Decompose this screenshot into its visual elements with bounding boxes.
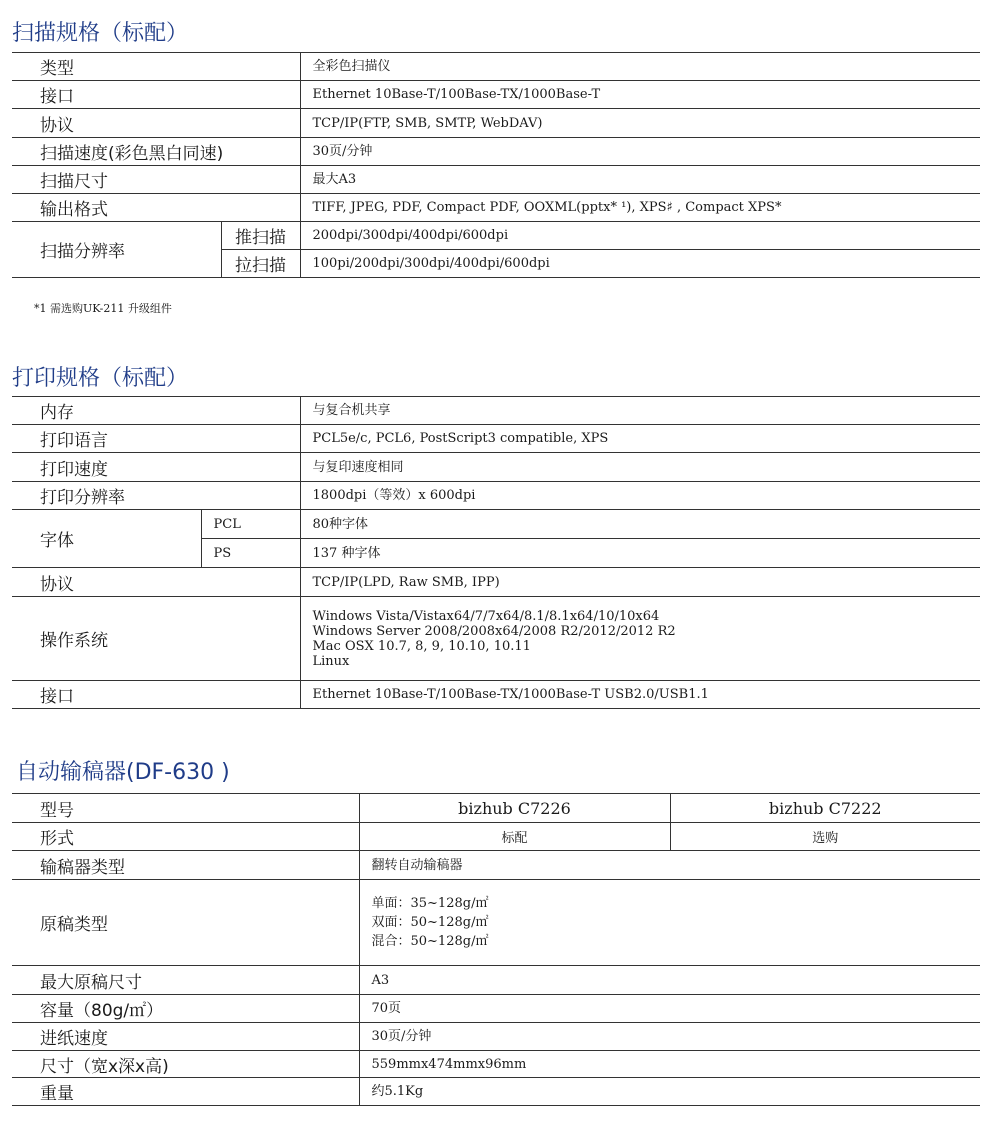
print-section-title: 打印规格（标配）	[12, 366, 189, 391]
table-row	[12, 851, 980, 880]
sub-label: PCL	[201, 510, 300, 539]
row-label: 接口	[12, 81, 300, 109]
row-label: 原稿类型	[12, 880, 359, 966]
table-row	[12, 222, 980, 250]
row-value: 最大A3	[300, 166, 980, 194]
row-value: 全彩色扫描仪	[300, 53, 980, 81]
form-c7222: 选购	[670, 823, 980, 851]
row-label: 打印分辨率	[12, 482, 300, 510]
table-row	[12, 109, 980, 138]
row-value: 1800dpi（等效）x 600dpi	[300, 482, 980, 510]
table-row	[12, 1023, 980, 1051]
row-label: 字体	[12, 510, 201, 568]
row-value	[359, 880, 980, 966]
row-value: 翻转自动输稿器	[359, 851, 980, 880]
row-label: 类型	[12, 53, 300, 81]
table-row	[12, 453, 980, 482]
row-label: 进纸速度	[12, 1023, 359, 1051]
row-label: 打印语言	[12, 425, 300, 453]
row-value: 约5.1Kg	[359, 1078, 980, 1106]
scan-section-title: 扫描规格（标配）	[12, 21, 189, 46]
scan-footnote: *1 需选购UK-211 升级组件	[34, 302, 172, 315]
os-line: Mac OSX 10.7, 8, 9, 10.10, 10.11	[312, 638, 531, 654]
row-value: 30页/分钟	[300, 138, 980, 166]
adf-spec-table	[12, 793, 980, 1106]
row-label: 协议	[12, 109, 300, 138]
row-value: 80种字体	[300, 510, 980, 539]
print-spec-table	[12, 396, 980, 709]
sub-label: PS	[201, 539, 300, 568]
original-type-line: 混合：50~128g/㎡	[371, 934, 489, 949]
table-row	[12, 823, 980, 851]
row-value: 559mmx474mmx96mm	[359, 1051, 980, 1078]
row-label: 内存	[12, 397, 300, 425]
table-row	[12, 81, 980, 109]
table-row	[12, 397, 980, 425]
row-label: 扫描速度(彩色黑白同速)	[12, 138, 300, 166]
sub-label: 推扫描	[221, 222, 300, 250]
table-row	[12, 138, 980, 166]
row-label: 重量	[12, 1078, 359, 1106]
scan-spec-table	[12, 52, 980, 278]
row-value: A3	[359, 966, 980, 995]
os-line: Windows Vista/Vistax64/7/7x64/8.1/8.1x64/10/10x64	[312, 608, 660, 624]
row-label: 型号	[12, 794, 359, 823]
row-value	[300, 597, 980, 681]
row-value: 与复合机共享	[300, 397, 980, 425]
row-value: PCL5e/c, PCL6, PostScript3 compatible, XPS	[300, 425, 980, 453]
row-label: 扫描分辨率	[12, 222, 221, 278]
table-row	[12, 597, 980, 681]
table-row	[12, 425, 980, 453]
row-label: 容量（80g/㎡）	[12, 995, 359, 1023]
original-type-line: 双面：50~128g/㎡	[371, 915, 489, 930]
row-label: 打印速度	[12, 453, 300, 482]
table-row	[12, 880, 980, 966]
row-value: 70页	[359, 995, 980, 1023]
table-row	[12, 482, 980, 510]
row-value: TCP/IP(FTP, SMB, SMTP, WebDAV)	[300, 109, 980, 138]
model-c7222: bizhub C7222	[670, 794, 980, 823]
adf-section-title: 自动输稿器(DF-630 )	[16, 760, 230, 785]
form-c7226: 标配	[359, 823, 670, 851]
table-row	[12, 568, 980, 597]
row-value: Ethernet 10Base-T/100Base-TX/1000Base-T USB2.0/USB1.1	[300, 681, 980, 709]
row-label: 协议	[12, 568, 300, 597]
row-value: 200dpi/300dpi/400dpi/600dpi	[300, 222, 980, 250]
table-row	[12, 966, 980, 995]
row-label: 尺寸（宽x深x高)	[12, 1051, 359, 1078]
table-row	[12, 1078, 980, 1106]
row-label: 形式	[12, 823, 359, 851]
table-row	[12, 166, 980, 194]
row-value: 与复印速度相同	[300, 453, 980, 482]
table-row	[12, 681, 980, 709]
os-line: Linux	[312, 653, 350, 669]
table-row	[12, 53, 980, 81]
row-value: Ethernet 10Base-T/100Base-TX/1000Base-T	[300, 81, 980, 109]
row-label: 最大原稿尺寸	[12, 966, 359, 995]
sub-label: 拉扫描	[221, 250, 300, 278]
model-c7226: bizhub C7226	[359, 794, 670, 823]
os-line: Windows Server 2008/2008x64/2008 R2/2012/2012 R2	[312, 623, 676, 639]
row-label: 输出格式	[12, 194, 300, 222]
row-value: 137 种字体	[300, 539, 980, 568]
row-label: 接口	[12, 681, 300, 709]
row-value: 30页/分钟	[359, 1023, 980, 1051]
table-row	[12, 194, 980, 222]
table-row	[12, 995, 980, 1023]
row-label: 输稿器类型	[12, 851, 359, 880]
row-label: 操作系统	[12, 597, 300, 681]
table-row	[12, 794, 980, 823]
table-row	[12, 1051, 980, 1078]
row-value: TCP/IP(LPD, Raw SMB, IPP)	[300, 568, 980, 597]
original-type-line: 单面：35~128g/㎡	[371, 896, 489, 911]
row-label: 扫描尺寸	[12, 166, 300, 194]
row-value: TIFF, JPEG, PDF, Compact PDF, OOXML(pptx* ¹), XPS♯ , Compact XPS*	[300, 194, 980, 222]
row-value: 100pi/200dpi/300dpi/400dpi/600dpi	[300, 250, 980, 278]
table-row	[12, 510, 980, 539]
